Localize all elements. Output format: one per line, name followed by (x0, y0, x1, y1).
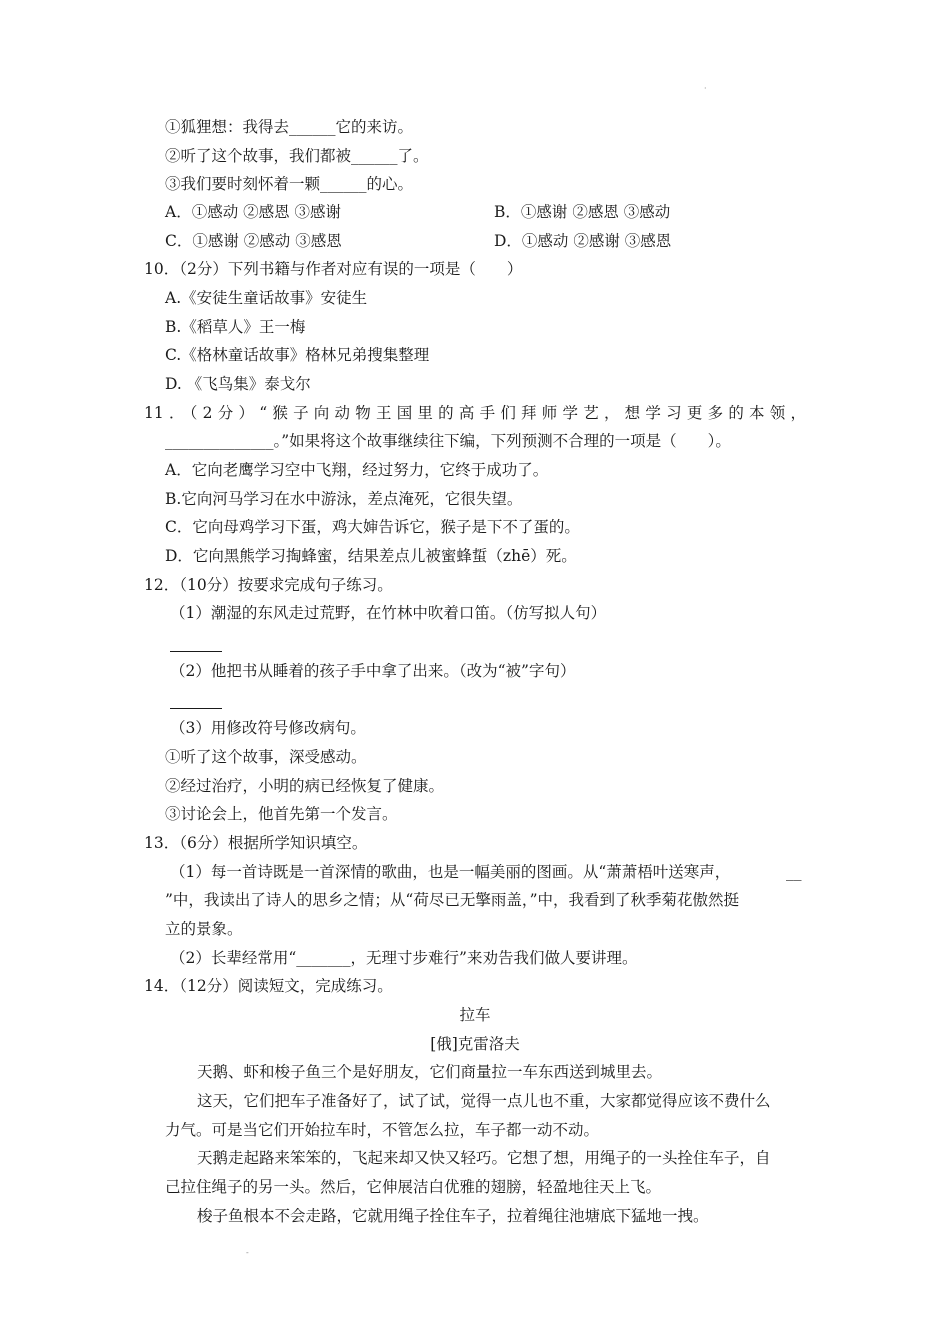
q9-option-c: C．①感谢 ②感动 ③感恩 (165, 232, 342, 250)
q9-option-b: B．①感谢 ②感恩 ③感动 (494, 203, 671, 221)
q12-sick-sentence-3: ③讨论会上，他首先第一个发言。 (165, 805, 398, 823)
q9-option-d: D．①感动 ②感谢 ③感恩 (494, 232, 672, 250)
q12-part-1: （1）潮湿的东风走过荒野，在竹林中吹着口笛。（仿写拟人句） (170, 604, 607, 622)
q11-option-b: B.它向河马学习在水中游泳，差点淹死，它很失望。 (165, 490, 523, 508)
q13-part-1-line-2: ”中，我读出了诗人的思乡之情；从“荷尽已无擎雨盖，”中，我看到了秋季菊花傲然挺 (165, 891, 740, 909)
q11-option-c: C．它向母鸡学习下蛋，鸡大婶告诉它，猴子是下不了蛋的。 (165, 518, 580, 536)
q13-part-1-blank[interactable]: __ (786, 863, 802, 881)
q9-sentence-3: ③我们要时刻怀着一颗______的心。 (165, 175, 414, 193)
passage-paragraph-3-line-2: 己拉住绳子的另一头。然后，它伸展洁白优雅的翅膀，轻盈地往天上飞。 (165, 1178, 662, 1196)
q9-sentence-1: ①狐狸想：我得去______它的来访。 (165, 118, 414, 136)
q10-option-c: C.《格林童话故事》格林兄弟搜集整理 (165, 346, 430, 364)
q13-part-2: （2）长辈经常用“_______，无理寸步难行”来劝告我们做人要讲理。 (170, 949, 638, 967)
passage-title: 拉车 (459, 1006, 491, 1024)
q11-option-d: D．它向黑熊学习掏蜂蜜，结果差点儿被蜜蜂蜇（zhē）死。 (165, 547, 577, 565)
q9-option-a: A．①感动 ②感恩 ③感谢 (165, 203, 342, 221)
q12-part-2-answer-blank[interactable] (170, 708, 222, 709)
q13-stem: 13．（6分）根据所学知识填空。 (144, 834, 368, 852)
q10-option-a: A.《安徒生童话故事》安徒生 (165, 289, 368, 307)
passage-author: [俄]克雷洛夫 (430, 1035, 520, 1053)
q12-stem: 12．（10分）按要求完成句子练习。 (144, 576, 393, 594)
q10-stem: 10．（2分）下列书籍与作者对应有误的一项是（ ） (144, 260, 523, 278)
q9-sentence-2: ②听了这个故事，我们都被______了。 (165, 147, 429, 165)
q13-part-1-line-3: 立的景象。 (165, 920, 243, 938)
q14-stem: 14．（12分）阅读短文，完成练习。 (144, 977, 393, 995)
passage-paragraph-3-line-1: 天鹅走起路来笨笨的，飞起来却又快又轻巧。它想了想，用绳子的一头拴住车子，自 (197, 1149, 771, 1167)
q10-option-b: B.《稻草人》王一梅 (165, 318, 306, 336)
q11-option-a: A．它向老鹰学习空中飞翔，经过努力，它终于成功了。 (165, 461, 549, 479)
top-dot-mark: · (704, 84, 707, 93)
passage-paragraph-4: 梭子鱼根本不会走路，它就用绳子拴住车子，拉着绳往池塘底下猛地一拽。 (197, 1207, 709, 1225)
q12-sick-sentence-1: ①听了这个故事，深受感动。 (165, 748, 367, 766)
q11-stem-line-1: 11．（2分）“猴子向动物王国里的高手们拜师学艺，想学习更多的本领， (144, 404, 806, 422)
q12-part-2: （2）他把书从睡着的孩子手中拿了出来。（改为“被”字句） (170, 662, 576, 680)
passage-paragraph-2-line-1: 这天，它们把车子准备好了，试了试，觉得一点儿也不重，大家都觉得应该不费什么 (197, 1092, 771, 1110)
q12-part-1-answer-blank[interactable] (170, 651, 222, 652)
passage-paragraph-1: 天鹅、虾和梭子鱼三个是好朋友，它们商量拉一车东西送到城里去。 (197, 1063, 663, 1081)
q10-option-d: D. 《飞鸟集》泰戈尔 (165, 375, 311, 393)
passage-paragraph-2-line-2: 力气。可是当它们开始拉车时，不管怎么拉，车子都一动不动。 (165, 1121, 600, 1139)
q12-sick-sentence-2: ②经过治疗，小明的病已经恢复了健康。 (165, 777, 445, 795)
q12-part-3: （3）用修改符号修改病句。 (170, 719, 366, 737)
q11-stem-line-2: ______________。”如果将这个故事继续往下编，下列预测不合理的一项是（ ）。 (165, 432, 731, 450)
q13-part-1-line-1: （1）每一首诗既是一首深情的歌曲，也是一幅美丽的图画。从“萧萧梧叶送寒声， (170, 863, 731, 881)
bottom-dot-mark: - (246, 1248, 249, 1257)
